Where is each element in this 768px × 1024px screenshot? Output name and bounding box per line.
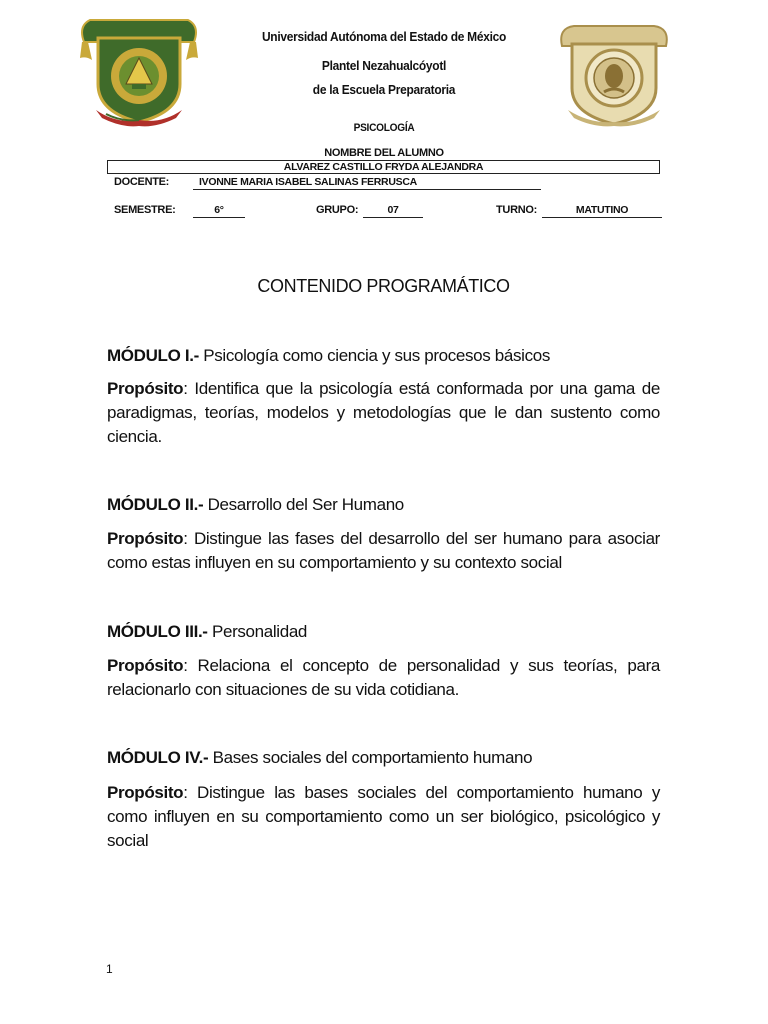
shield-crest-icon bbox=[76, 12, 202, 128]
plantel-name: Plantel Nezahualcóyotl bbox=[321, 58, 447, 73]
student-name-value: ALVAREZ CASTILLO FRYDA ALEJANDRA bbox=[107, 160, 660, 174]
document-title: CONTENIDO PROGRAMÁTICO bbox=[257, 276, 510, 296]
semester-label: SEMESTRE: bbox=[114, 204, 176, 216]
round-seal-icon bbox=[554, 18, 674, 128]
module-name: Psicología como ciencia y sus procesos básicos bbox=[198, 346, 550, 365]
school-name: de la Escuela Preparatoria bbox=[312, 82, 456, 97]
module-3-title bbox=[107, 620, 660, 644]
semester-value: 6° bbox=[193, 204, 245, 218]
purpose-label: Propósito bbox=[107, 529, 184, 548]
purpose-label: Propósito bbox=[107, 783, 184, 802]
purpose-text: : Distingue las fases del desarrollo del ser humano para asociar como estas influyen en su comportamiento y su contexto social bbox=[107, 529, 660, 572]
module-label: MÓDULO II.- bbox=[107, 495, 204, 514]
module-1-purpose bbox=[107, 377, 660, 449]
module-name: Personalidad bbox=[207, 622, 308, 641]
university-name: Universidad Autónoma del Estado de México bbox=[261, 29, 507, 44]
module-1-title bbox=[107, 344, 660, 368]
module-2-purpose bbox=[107, 527, 660, 575]
purpose-label: Propósito bbox=[107, 379, 184, 398]
module-label: MÓDULO I.- bbox=[107, 346, 199, 365]
group-label: GRUPO: bbox=[316, 204, 359, 216]
page-number: 1 bbox=[106, 962, 113, 976]
shift-value: MATUTINO bbox=[542, 204, 662, 218]
student-name-label: NOMBRE DEL ALUMNO bbox=[324, 147, 444, 159]
purpose-label: Propósito bbox=[107, 656, 184, 675]
purpose-text: : Identifica que la psicología está conformada por una gama de paradigmas, teorías, modelos y metodologías que le dan sustento como ciencia. bbox=[107, 379, 660, 446]
module-label: MÓDULO IV.- bbox=[107, 748, 209, 767]
teacher-label: DOCENTE: bbox=[114, 176, 170, 188]
module-4-title bbox=[107, 746, 660, 770]
module-2-title bbox=[107, 493, 660, 517]
module-4-purpose bbox=[107, 781, 660, 853]
purpose-text: : Distingue las bases sociales del comportamiento humano y como influyen en su comportamiento como un ser biológico, psicológico y social bbox=[107, 783, 660, 850]
module-name: Bases sociales del comportamiento humano bbox=[208, 748, 533, 767]
module-name: Desarrollo del Ser Humano bbox=[203, 495, 404, 514]
purpose-text: : Relaciona el concepto de personalidad y sus teorías, para relacionarlo con situaciones de su vida cotidiana. bbox=[107, 656, 660, 699]
module-label: MÓDULO III.- bbox=[107, 622, 208, 641]
group-value: 07 bbox=[363, 204, 423, 218]
subject-name: PSICOLOGÍA bbox=[353, 122, 415, 134]
module-3-purpose bbox=[107, 654, 660, 702]
teacher-name-value: IVONNE MARIA ISABEL SALINAS FERRUSCA bbox=[193, 176, 541, 190]
shift-label: TURNO: bbox=[496, 204, 537, 216]
